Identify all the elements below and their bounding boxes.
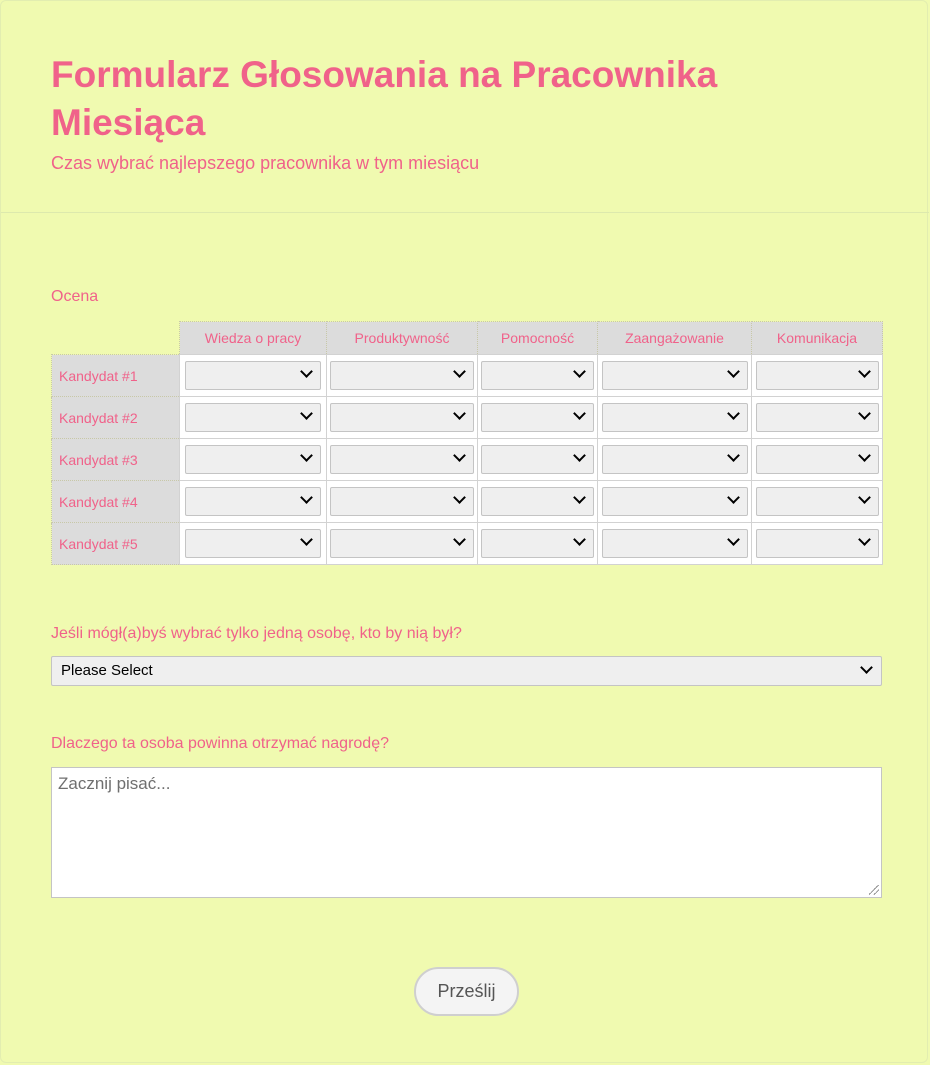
- rating-select[interactable]: [602, 445, 748, 474]
- row-header: Kandydat #3: [52, 439, 180, 481]
- matrix-label: Ocena: [51, 288, 99, 305]
- row-header: Kandydat #1: [52, 355, 180, 397]
- rating-select[interactable]: [481, 487, 594, 516]
- form-subtitle: Czas wybrać najlepszego pracownika w tym miesiącu: [51, 153, 480, 173]
- chevron-down-icon: [858, 365, 871, 378]
- table-row: [52, 439, 883, 481]
- chevron-down-icon: [300, 533, 313, 546]
- chevron-down-icon: [727, 365, 740, 378]
- column-header: Wiedza o pracy: [180, 322, 327, 355]
- chevron-down-icon: [573, 407, 586, 420]
- chevron-down-icon: [453, 491, 466, 504]
- chevron-down-icon: [727, 533, 740, 546]
- form-title: Formularz Głosowania na Pracownika Miesiąca: [51, 54, 718, 143]
- rating-select[interactable]: [330, 361, 474, 390]
- reason-textarea[interactable]: [51, 767, 882, 898]
- chevron-down-icon: [858, 533, 871, 546]
- row-header: Kandydat #5: [52, 523, 180, 565]
- column-header: Zaangażowanie: [598, 322, 752, 355]
- rating-select[interactable]: [756, 529, 879, 558]
- rating-select[interactable]: [756, 445, 879, 474]
- rating-select[interactable]: [481, 403, 594, 432]
- rating-select[interactable]: [185, 529, 321, 558]
- chevron-down-icon: [453, 407, 466, 420]
- rating-select[interactable]: [185, 361, 321, 390]
- chevron-down-icon: [858, 407, 871, 420]
- chevron-down-icon: [727, 407, 740, 420]
- chevron-down-icon: [453, 533, 466, 546]
- chevron-down-icon: [860, 661, 873, 674]
- chevron-down-icon: [300, 365, 313, 378]
- employee-select[interactable]: [51, 656, 882, 686]
- chevron-down-icon: [573, 449, 586, 462]
- table-row: [52, 481, 883, 523]
- chevron-down-icon: [453, 449, 466, 462]
- table-row: [52, 397, 883, 439]
- rating-select[interactable]: [602, 529, 748, 558]
- chevron-down-icon: [300, 449, 313, 462]
- chevron-down-icon: [727, 491, 740, 504]
- rating-select[interactable]: [185, 445, 321, 474]
- row-header: Kandydat #4: [52, 481, 180, 523]
- resize-handle-icon[interactable]: [869, 885, 879, 895]
- table-row: [52, 523, 883, 565]
- reason-placeholder: Zacznij pisać...: [58, 774, 171, 793]
- chevron-down-icon: [858, 449, 871, 462]
- chevron-down-icon: [300, 491, 313, 504]
- rating-select[interactable]: [756, 361, 879, 390]
- single-choice-label: Jeśli mógł(a)byś wybrać tylko jedną osobę, kto by nią był?: [51, 625, 462, 642]
- chevron-down-icon: [300, 407, 313, 420]
- chevron-down-icon: [573, 365, 586, 378]
- rating-select[interactable]: [602, 487, 748, 516]
- chevron-down-icon: [573, 533, 586, 546]
- rating-select[interactable]: [602, 403, 748, 432]
- rating-select[interactable]: [185, 403, 321, 432]
- rating-select[interactable]: [185, 487, 321, 516]
- column-header: Pomocność: [478, 322, 598, 355]
- column-header: Komunikacja: [752, 322, 883, 355]
- rating-select[interactable]: [330, 529, 474, 558]
- submit-button[interactable]: Prześlij: [414, 967, 519, 1016]
- rating-select[interactable]: [602, 361, 748, 390]
- rating-select[interactable]: [756, 487, 879, 516]
- rating-select[interactable]: [756, 403, 879, 432]
- chevron-down-icon: [858, 491, 871, 504]
- row-header: Kandydat #2: [52, 397, 180, 439]
- column-header: Produktywność: [327, 322, 478, 355]
- rating-select[interactable]: [481, 445, 594, 474]
- rating-matrix: [51, 321, 883, 565]
- employee-select-value: Please Select: [61, 662, 153, 679]
- rating-select[interactable]: [481, 361, 594, 390]
- reason-label: Dlaczego ta osoba powinna otrzymać nagrodę?: [51, 735, 389, 752]
- form-header: [1, 1, 929, 213]
- rating-select[interactable]: [330, 445, 474, 474]
- matrix-corner: [52, 322, 180, 355]
- rating-select[interactable]: [481, 529, 594, 558]
- rating-select[interactable]: [330, 487, 474, 516]
- table-row: [52, 355, 883, 397]
- rating-select[interactable]: [330, 403, 474, 432]
- chevron-down-icon: [727, 449, 740, 462]
- chevron-down-icon: [573, 491, 586, 504]
- chevron-down-icon: [453, 365, 466, 378]
